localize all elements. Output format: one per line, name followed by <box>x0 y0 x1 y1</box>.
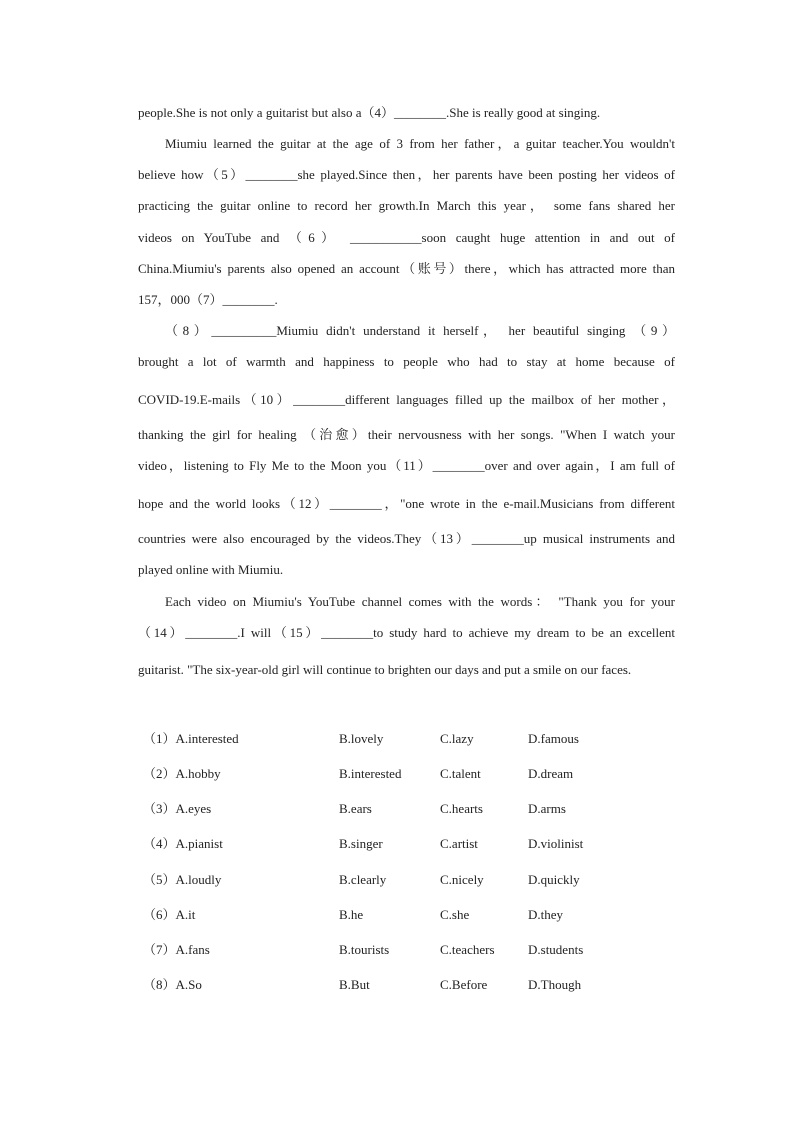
option-b: B.clearly <box>339 872 387 887</box>
option-a: （5）A.loudly <box>143 872 222 887</box>
option-c: C.she <box>440 907 470 922</box>
option-c: C.teachers <box>440 942 495 957</box>
option-a: （8）A.So <box>143 977 202 992</box>
passage-line: （8）__________Miumiu didn't understand it herself， her beautiful singing （9） <box>165 323 675 338</box>
option-d: D.quickly <box>528 872 580 887</box>
passage-line: guitarist. "The six-year-old girl will continue to brighten our days and put a smile on our faces. <box>138 662 632 677</box>
passage-line: video，listening to Fly Me to the Moon you（11）________over and over again，I am full of <box>138 458 675 473</box>
option-a: （6）A.it <box>143 907 196 922</box>
passage-line: played online with Miumiu. <box>138 562 284 577</box>
option-c: C.artist <box>440 836 478 851</box>
passage-line: COVID-19.E-mails（10）________different languages filled up the mailbox of her mother， <box>138 392 675 407</box>
option-b: B.he <box>339 907 364 922</box>
option-b: B.interested <box>339 766 402 781</box>
passage-line: thanking the girl for healing （治愈）their nervousness with her songs. "When I watch your <box>138 427 675 442</box>
option-c: C.talent <box>440 766 481 781</box>
option-a: （3）A.eyes <box>143 801 212 816</box>
option-b: B.singer <box>339 836 383 851</box>
passage-line: Miumiu learned the guitar at the age of 3 from her father，a guitar teacher.You wouldn't <box>165 136 675 151</box>
passage-line: （14）________.I will（15）________to study hard to achieve my dream to be an excellent <box>138 625 675 640</box>
passage-line: practicing the guitar online to record her growth.In March this year， some fans shared her <box>138 198 675 213</box>
passage-line: hope and the world looks（12）________，"one wrote in the e-mail.Musicians from different <box>138 496 675 511</box>
option-d: D.students <box>528 942 584 957</box>
option-c: C.lazy <box>440 731 474 746</box>
passage-line: 157，000（7）________. <box>138 292 278 307</box>
passage-line: brought a lot of warmth and happiness to people who had to stay at home because of <box>138 354 675 369</box>
passage-line: China.Miumiu's parents also opened an account（账号）there，which has attracted more than <box>138 261 675 276</box>
option-c: C.hearts <box>440 801 483 816</box>
option-b: B.ears <box>339 801 372 816</box>
option-d: D.they <box>528 907 564 922</box>
option-a: （1）A.interested <box>143 731 239 746</box>
option-d: D.dream <box>528 766 574 781</box>
option-b: B.But <box>339 977 370 992</box>
option-a: （4）A.pianist <box>143 836 223 851</box>
option-d: D.famous <box>528 731 579 746</box>
passage-line: believe how（5）________she played.Since then，her parents have been posting her videos of <box>138 167 675 182</box>
option-d: D.arms <box>528 801 566 816</box>
option-d: D.violinist <box>528 836 584 851</box>
passage-line: videos on YouTube and （6） ___________soon caught huge attention in and out of <box>138 230 675 245</box>
option-a: （2）A.hobby <box>143 766 221 781</box>
option-c: C.Before <box>440 977 488 992</box>
option-b: B.tourists <box>339 942 390 957</box>
passage-line: countries were also encouraged by the videos.They（13）________up musical instruments and <box>138 531 675 546</box>
passage-line: people.She is not only a guitarist but also a（4）________.She is really good at singing. <box>138 105 601 120</box>
passage-line: Each video on Miumiu's YouTube channel comes with the words： "Thank you for your <box>165 594 675 609</box>
option-b: B.lovely <box>339 731 384 746</box>
option-c: C.nicely <box>440 872 484 887</box>
option-d: D.Though <box>528 977 582 992</box>
option-a: （7）A.fans <box>143 942 210 957</box>
